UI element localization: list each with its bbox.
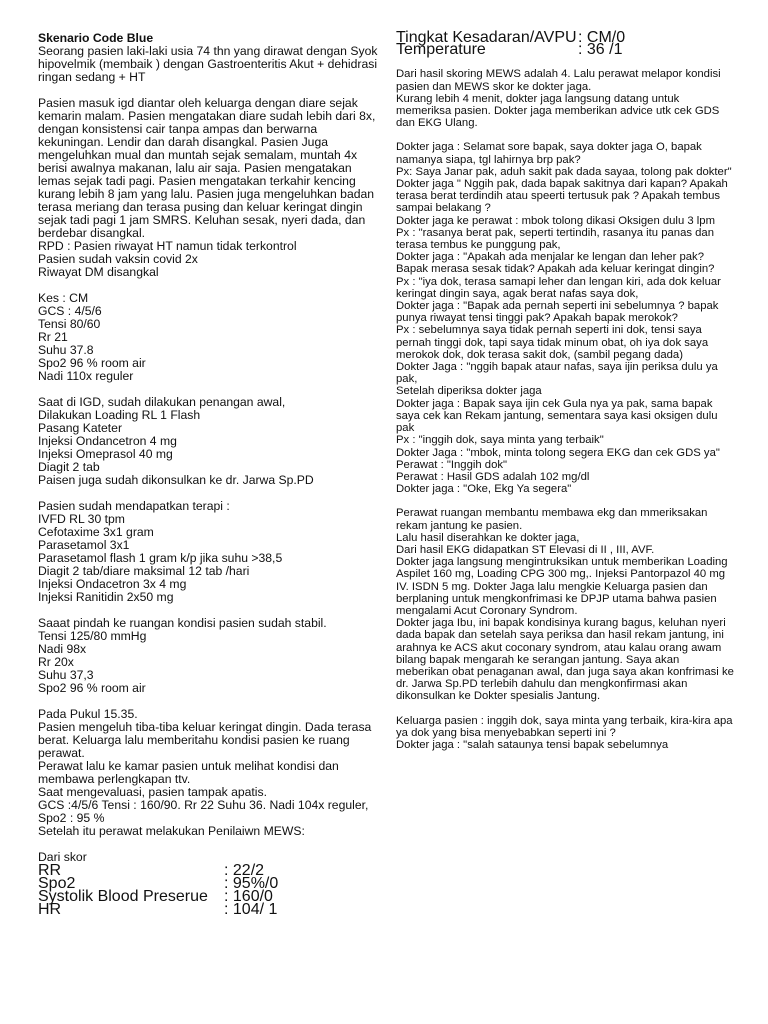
therapy-list: Pasien sudah mendapatkan terapi : IVFD RL 30 tpm Cefotaxime 3x1 gram Parasetamol 3x1 Parasetamol flash 1 gram k/p jika suhu >38,5 Diagit 2 tab/diare maksimal 12 tab /hari Injeksi Ondacetron 3x 4 mg Injeksi Ranitidin 2x50 mg (38, 499, 283, 604)
document-title: Skenario Code Blue (38, 31, 154, 45)
score-value: : 36 /1 (578, 41, 623, 59)
score-label: Tingkat Kesadaran/AVPU (396, 29, 577, 46)
score-value: : 104/ 1 (224, 901, 278, 918)
score-label: Spo2 (38, 875, 76, 892)
past-medical-history: RPD : Pasien riwayat HT namun tidak terkontrol Pasien sudah vaksin covid 2x Riwayat DM disangkal (38, 239, 297, 279)
score-label: HR (38, 901, 62, 918)
score-value: : 160/0 (224, 888, 273, 905)
score-row (396, 41, 734, 59)
score-label: Temperature (396, 41, 486, 59)
doctor-patient-dialog: Dokter jaga : Selamat sore bapak, saya dokter jaga O, bapak namanya siapa, tgl lahirnya brp pak? Px: Saya Janar pak, aduh sakit pak dada sayaa, tolong pak dokter" Dokter jaga " Nggih pak, dada bapak sakitnya dari kapan? Apakah terasa berat terdindih atau speerti tertusuk pak ? Apakah tembus sampai belakang ? Dokter jaga ke perawat : mbok tolong dikasi Oksigen dulu 3 lpm Px : "rasanya berat pak, seperti tertindih, rasanya itu panas dan terasa tembus ke punggung pak, Dokter jaga : "Apakah ada menjalar ke lengan dan leher pak? Bapak merasa sesak tidak? Apakah ada keluar keringat dingin? Px : "iya dok, terasa samapi leher dan lengan kiri, ada dok keluar keringat dingin saya, agak berat nafas saya dok, Dokter jaga : "Bapak ada pernah seperti ini sebelumnya ? bapak punya riwayat tensi tinggi pak? Apakah bapak merokok? Px : sebelumnya saya tidak pernah seperti ini dok, tensi saya pernah tinggi dok, tapi saya tidak minum obat, oh iya dok saya merokok dok, dok terasa sakit dok, (sambil pegang dada) Dokter Jaga : "nggih bapak ataur nafas, saya ijin periksa dulu ya pak, Setelah diperiksa dokter jaga Dokter jaga : Bapak saya ijin cek Gula nya ya pak, sama bapak saya cek kan Rekam jantung, sementara saya kasi oksigen dulu pak Px : "inggih dok, saya minta yang terbaik" Dokter Jaga : "mbok, minta tolong segera EKG dan cek GDS ya" Perawat : "Inggih dok" Perawat : Hasil GDS adalah 102 mg/dl Dokter jaga : "Oke, Ekg Ya segera" (396, 141, 732, 496)
score-value: : 95%/0 (224, 875, 279, 892)
score-heading: Dari skor (38, 850, 87, 864)
score-label: RR (38, 862, 62, 879)
score-row (38, 903, 378, 916)
score-row (38, 890, 378, 903)
family-dialog: Keluarga pasien : inggih dok, saya minta yang terbaik, kira-kira apa ya dok yang bisa menyebabkan seperti ini ? Dokter jaga : "salah sataunya tensi bapak sebelumnya (396, 714, 733, 751)
ward-vitals: Saaat pindah ke ruangan kondisi pasien sudah stabil. Tensi 125/80 mmHg Nadi 98x Rr 20x Suhu 37,3 Spo2 96 % room air (38, 616, 327, 695)
left-column (38, 32, 378, 916)
ekg-findings: Perawat ruangan membantu membawa ekg dan mmeriksakan rekam jantung ke pasien. Lalu hasil diserahkan ke dokter jaga, Dari hasil EKG didapatkan ST Elevasi di II , III, AVF. Dokter jaga langsung mengintruksikan untuk memberikan Loading Aspilet 160 mg, Loading CPG 300 mg,. Injeksi Pantorpazol 40 mg IV. ISDN 5 mg. Dokter Jaga lalu mengkie Keluarga pasien dan berplaning untuk mengkonfrimasi ke DPJP utama bahwa pasien mengalami Acut Coronary Syndrom. Dokter jaga Ibu, ini bapak kondisinya kurang bagus, keluhan nyeri dada bapak dan setelah saya periksa dan hasil rekam jantung, ini arahnya ke ACS akut coconary syndrom, atau kalau orang awam bilang bapak mengarah ke serangan jantung. Saya akan meberikan obat penaganan awal, dan juga saya akan konfrimasi ke dr. Jarwa Sp.PD terlebih dahulu dan mengkonfirmasi akan dikonsulkan ke Dokter spesialis Jantung. (396, 507, 734, 703)
initial-vitals: Kes : CM GCS : 4/5/6 Tensi 80/60 Rr 21 Suhu 37.8 Spo2 96 % room air Nadi 110x reguler (38, 291, 146, 383)
event-description: Pada Pukul 15.35. Pasien mengeluh tiba-tiba keluar keringat dingin. Dada terasa berat. Keluarga lalu memberitahu kondisi pasien ke ruang perawat. Perawat lalu ke kamar pasien untuk melihat kondisi dan membawa perlengkapan ttv. Saat mengevaluasi, pasien tampak apatis. GCS :4/5/6 Tensi : 160/90. Rr 22 Suhu 36. Nadi 104x reguler, Spo2 : 95 % Setelah itu perawat melakukan Penilaiwn MEWS: (38, 707, 372, 838)
case-intro: Seorang pasien laki-laki usia 74 thn yang dirawat dengan Syok hipovelmik (membaik ) dengan Gastroenteritis Akut + dehidrasi ringan sedang + HT (38, 44, 378, 84)
patient-history: Pasien masuk igd diantar oleh keluarga dengan diare sejak kemarin malam. Pasien mengatakan diare sudah lebih dari 8x, dengan konsistensi cair tanpa ampas dan berwarna kekuningan. Lendir dan darah disangkal. Pasien Juga mengeluhkan mual dan muntah sejak semalam, muntah 4x berisi awalnya makanan, lalu air saja. Pasien mengatakan lemas sejak tadi pagi. Pasien mengatakan terkahir kencing kurang lebih 8 jam yang lalu. Pasien juga mengeluhkan badan terasa meriang dan terasa pusing dan keluar keringat dingin sejak tadi pagi 1 jam SMRS. Keluhan sesak, nyeri dada, dan berdebar disangkal. (38, 96, 376, 240)
score-value: : 22/2 (224, 862, 265, 879)
score-value: : CM/0 (578, 29, 626, 46)
mews-report: Dari hasil skoring MEWS adalah 4. Lalu perawat melapor kondisi pasien dan MEWS skor ke dokter jaga. Kurang lebih 4 menit, dokter jaga langsung datang untuk memeriksa pasien. Dokter jaga memberikan advice utk cek GDS dan EKG Ulang. (396, 68, 721, 130)
score-row (38, 864, 378, 877)
igd-management: Saat di IGD, sudah dilakukan penangan awal, Dilakukan Loading RL 1 Flash Pasang Kateter Injeksi Ondancetron 4 mg Injeksi Omeprasol 40 mg Diagit 2 tab Paisen juga sudah dikonsulkan ke dr. Jarwa Sp.PD (38, 395, 314, 487)
right-column (396, 29, 734, 751)
score-label: Systolik Blood Preserue (38, 888, 208, 905)
